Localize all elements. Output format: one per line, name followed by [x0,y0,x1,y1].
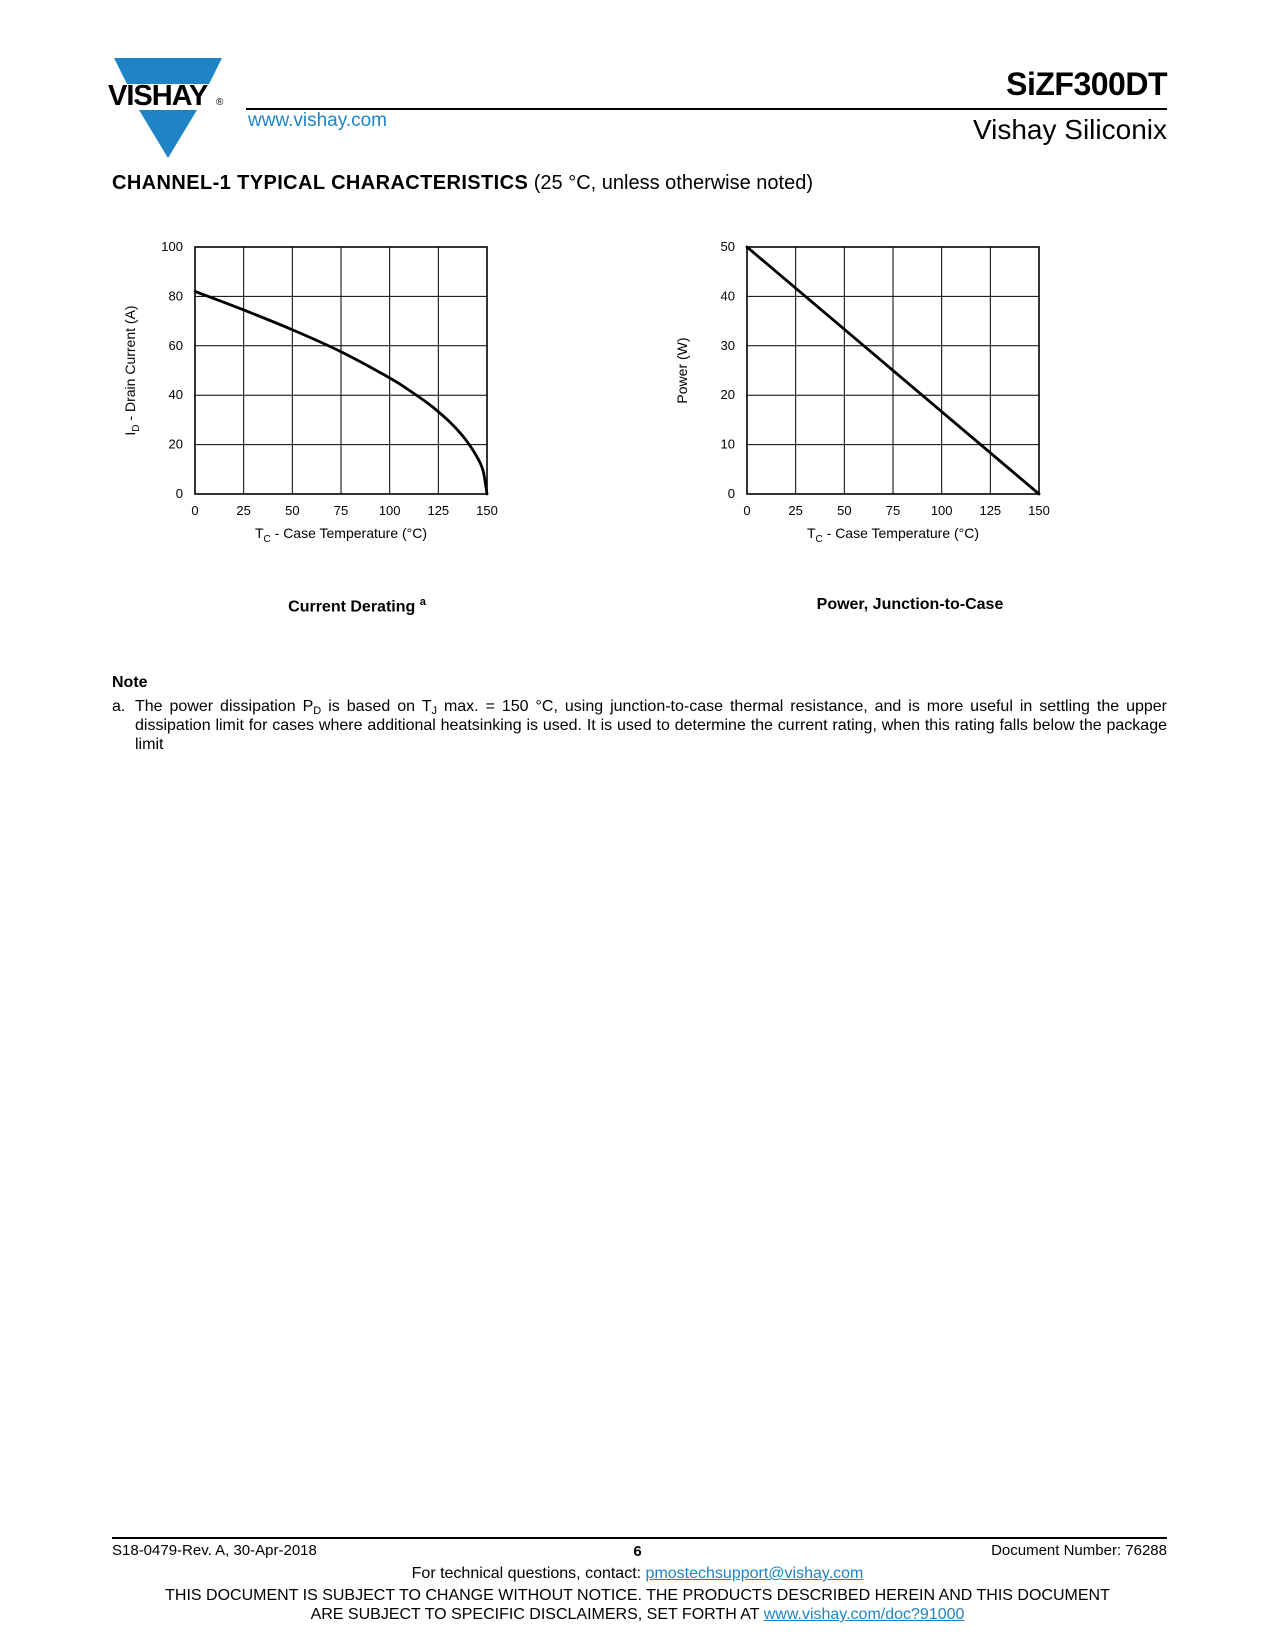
footer-page-number: 6 [633,1543,642,1560]
power-junction-x-tick-label: 100 [930,503,953,518]
current-derating-x-tick-label: 0 [191,503,199,518]
vishay-logo-graphic [108,58,228,158]
power-junction-plot [664,240,1084,580]
current-derating-y-axis-label: $I_D$ - Drain Current (A) [122,305,142,436]
current-derating-plot [112,240,532,580]
logo-registered-mark: ® [216,97,224,108]
power-junction-y-tick-label: 10 [720,436,735,452]
note-text-part3: max. = 150 °C, using junction-to-case thermal resistance, and is more useful in settling the upper dissipation limit for cases where additional heatsinking is used. It is used to determine the current rating, when this rating falls below the package limit [135,698,1168,753]
logo-text: VISHAY [108,80,208,112]
website-link[interactable]: www.vishay.com [248,110,388,131]
power-junction-y-tick-label: 40 [720,288,735,304]
note-text-part1: The power dissipation P [135,698,314,715]
note-body [112,697,1167,754]
power-junction-y-tick-label: 20 [720,387,735,403]
power-junction-chart [664,240,1084,580]
power-junction-y-tick-label: 50 [720,240,735,254]
power-junction-x-axis-label: $T_C$ - Case Temperature (°C) [806,525,980,545]
note-text-part2: is based on T [321,698,432,715]
power-junction-y-tick-label: 30 [720,337,735,353]
current-derating-x-tick-label: 25 [236,503,251,518]
power-junction-x-tick-label: 150 [1028,503,1050,518]
note-title: Note [112,674,148,691]
footer-disclaimer-line2 [0,1606,1275,1624]
note-text [135,697,1167,754]
section-title-condition: (25 °C, unless otherwise noted) [533,172,813,194]
footer-divider [112,1537,1167,1539]
power-junction-x-tick-label: 50 [837,503,852,518]
current-derating-y-tick-label: 60 [168,337,183,353]
power-junction-y-tick-label: 0 [727,486,735,501]
note-sub-d: D [313,705,322,717]
current-derating-x-tick-label: 50 [285,503,300,518]
current-derating-x-tick-label: 150 [476,503,498,518]
current-derating-caption [157,596,557,616]
contact-email-link[interactable]: pmostechsupport@vishay.com [645,1565,864,1582]
note-sub-j: J [431,705,437,717]
footer-contact-label: For technical questions, contact: [411,1565,646,1582]
company-name: Vishay Siliconix [972,114,1167,145]
vishay-logo [108,58,228,158]
note-marker: a. [112,698,126,715]
power-junction-x-tick-label: 25 [788,503,803,518]
section-title-main: CHANNEL-1 TYPICAL CHARACTERISTICS [112,172,529,194]
power-junction-x-tick-label: 125 [979,503,1002,518]
current-derating-y-tick-label: 0 [175,486,183,501]
current-derating-x-tick-label: 125 [427,503,450,518]
footer-disclaimer-prefix: ARE SUBJECT TO SPECIFIC DISCLAIMERS, SET FORTH AT [310,1606,764,1623]
footer-disclaimer-line1: THIS DOCUMENT IS SUBJECT TO CHANGE WITHOUT NOTICE. THE PRODUCTS DESCRIBED HEREIN AND THIS DOCUMENT [165,1587,1110,1604]
power-junction-y-axis-label: Power (W) [674,337,690,404]
current-derating-y-tick-label: 20 [168,436,183,452]
section-title [112,172,813,195]
current-derating-caption-footnote: a [419,596,426,608]
power-junction-caption: Power, Junction-to-Case [816,596,1004,613]
current-derating-x-axis-label: $T_C$ - Case Temperature (°C) [254,525,428,545]
footer-document-number: Document Number: 76288 [991,1542,1167,1559]
power-junction-x-tick-label: 0 [743,503,751,518]
current-derating-x-tick-label: 100 [378,503,401,518]
header-divider [246,108,1167,110]
power-junction-x-tick-label: 75 [885,503,901,518]
current-derating-x-tick-label: 75 [333,503,349,518]
current-derating-chart [112,240,532,580]
disclaimer-link[interactable]: www.vishay.com/doc?91000 [763,1606,965,1623]
current-derating-y-tick-label: 100 [161,240,183,254]
current-derating-y-tick-label: 40 [168,387,183,403]
footer-contact [0,1565,1275,1583]
part-number: SiZF300DT [1006,66,1167,102]
footer-revision: S18-0479-Rev. A, 30-Apr-2018 [112,1542,317,1559]
current-derating-y-tick-label: 80 [168,288,183,304]
current-derating-caption-text: Current Derating [288,598,416,616]
